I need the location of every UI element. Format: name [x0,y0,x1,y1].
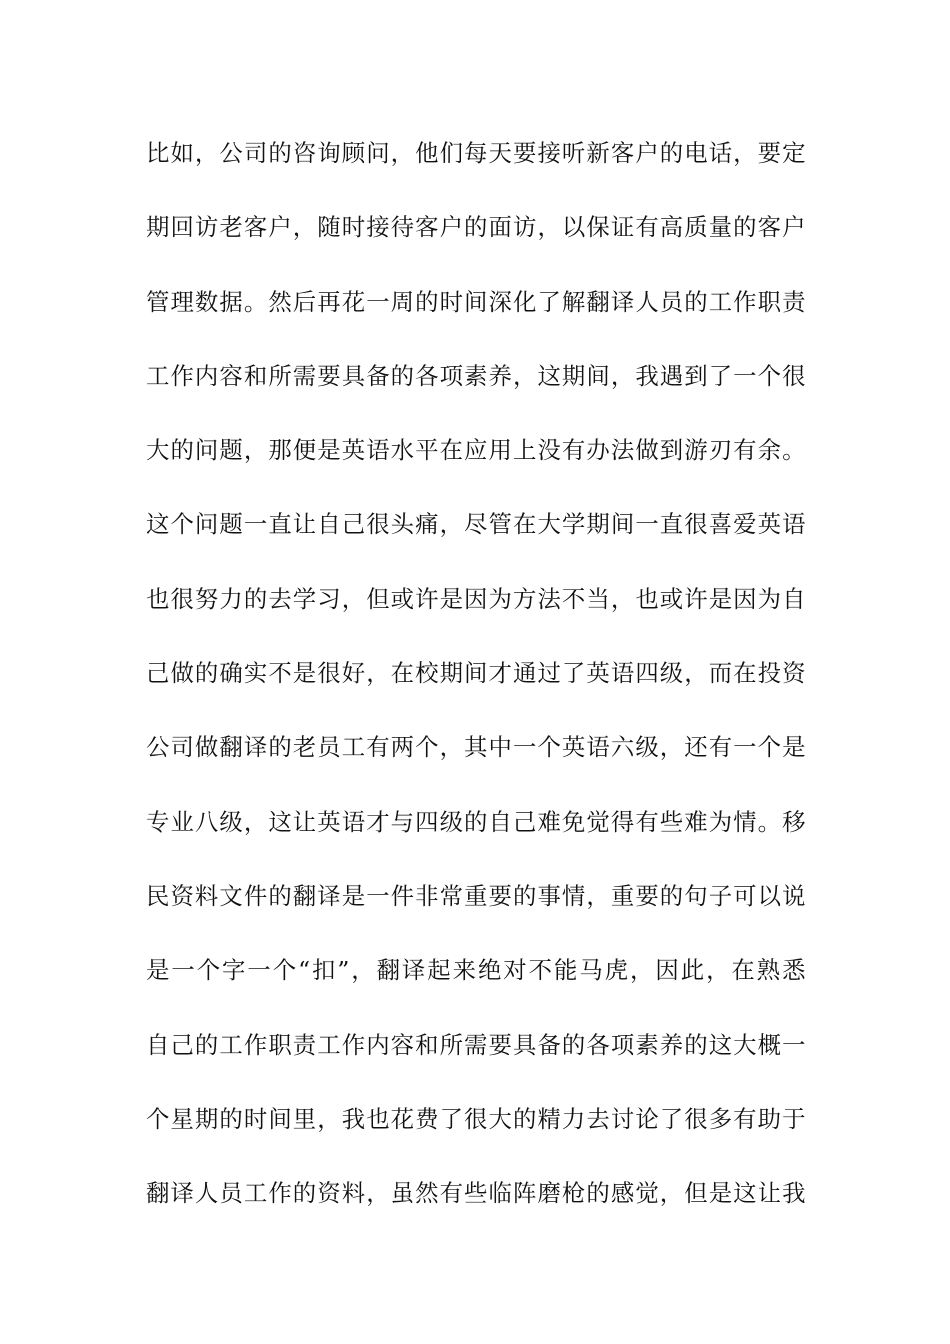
text-line: 己做的确实不是很好，在校期间才通过了英语四级，而在投资 [146,659,806,688]
text-line: 翻译人员工作的资料，虽然有些临阵磨枪的感觉，但是这让我 [146,1179,806,1208]
text-line: 自己的工作职责工作内容和所需要具备的各项素养的这大概一 [146,1030,806,1059]
text-line: 是一个字一个“扣”，翻译起来绝对不能马虎，因此，在熟悉 [146,956,806,985]
body-paragraph [146,128,806,1242]
text-line: 大的问题，那便是英语水平在应用上没有办法做到游刃有余。 [146,436,806,465]
text-line: 期回访老客户，随时接待客户的面访，以保证有高质量的客户 [146,213,806,242]
text-line: 公司做翻译的老员工有两个，其中一个英语六级，还有一个是 [146,733,806,762]
text-line: 这个问题一直让自己很头痛，尽管在大学期间一直很喜爱英语 [146,510,806,539]
text-line: 专业八级，这让英语才与四级的自己难免觉得有些难为情。移 [146,807,806,836]
text-line: 民资料文件的翻译是一件非常重要的事情，重要的句子可以说 [146,881,806,910]
text-line: 个星期的时间里，我也花费了很大的精力去讨论了很多有助于 [146,1104,806,1133]
text-line: 比如，公司的咨询顾问，他们每天要接听新客户的电话，要定 [146,139,806,167]
text-line: 工作内容和所需要具备的各项素养，这期间，我遇到了一个很 [146,361,806,390]
text-line: 也很努力的去学习，但或许是因为方法不当，也或许是因为自 [146,584,806,613]
text-line: 管理数据。然后再花一周的时间深化了解翻译人员的工作职责 [146,287,806,316]
